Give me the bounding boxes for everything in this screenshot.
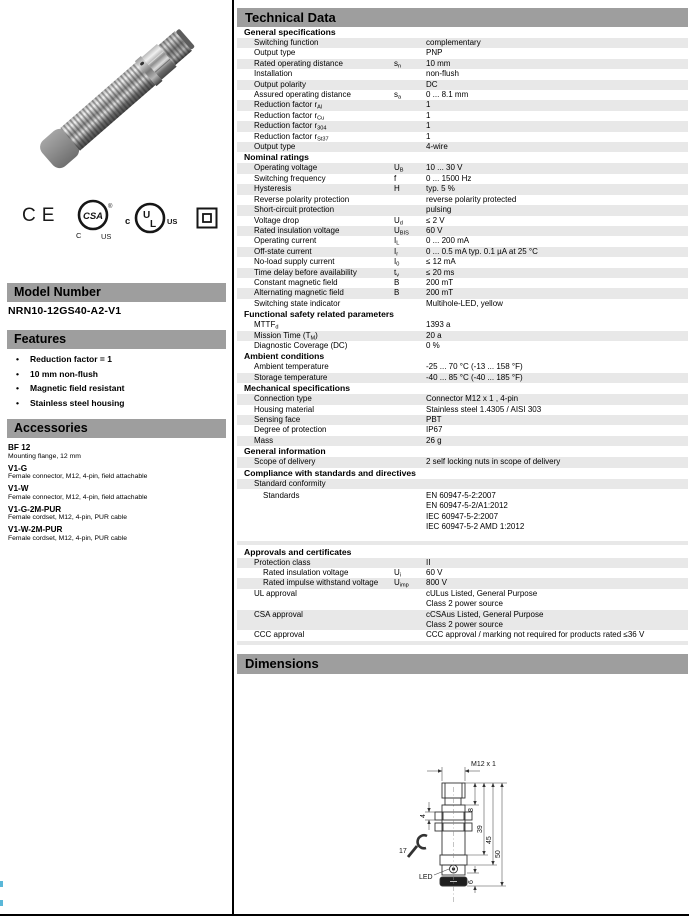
spec-row bbox=[237, 558, 688, 568]
dimension-drawing bbox=[387, 745, 559, 909]
spec-value: cCSAus Listed, General Purpose Class 2 power source bbox=[426, 609, 544, 630]
table-end-strip bbox=[237, 641, 688, 645]
spec-row bbox=[237, 48, 688, 58]
section-header: General information bbox=[244, 446, 326, 457]
spec-symbol: $I_L$ bbox=[394, 236, 400, 247]
dim-4: 4 bbox=[420, 813, 427, 818]
spec-row bbox=[237, 299, 688, 309]
spec-value: 2 self locking nuts in scope of delivery bbox=[426, 457, 561, 467]
spec-row bbox=[237, 111, 688, 121]
spec-row bbox=[237, 578, 688, 588]
spec-value: 800 V bbox=[426, 578, 447, 588]
feature-item: • Stainless steel housing bbox=[8, 396, 223, 411]
spec-row bbox=[237, 236, 688, 246]
accessory-name: V1-W bbox=[8, 484, 29, 493]
spec-symbol: $I_0$ bbox=[394, 257, 400, 268]
spec-row bbox=[237, 589, 688, 610]
spec-row bbox=[237, 415, 688, 425]
spec-symbol: $U_i$ bbox=[394, 568, 402, 579]
spec-value: 4-wire bbox=[426, 142, 448, 152]
section-header: Approvals and certificates bbox=[244, 546, 352, 557]
spec-row bbox=[237, 69, 688, 79]
ul-mark bbox=[124, 201, 180, 237]
spec-value: 1 bbox=[426, 100, 431, 110]
column-divider bbox=[232, 0, 234, 915]
spec-value: 20 a bbox=[426, 330, 442, 340]
section-header: Functional safety related parameters bbox=[244, 309, 394, 320]
spec-value: IP67 bbox=[426, 425, 443, 435]
spec-row bbox=[237, 132, 688, 142]
spec-symbol: $s_n$ bbox=[394, 58, 402, 70]
spec-value: 200 mT bbox=[426, 288, 454, 298]
svg-text:U: U bbox=[143, 210, 151, 221]
spec-value: 26 g bbox=[426, 435, 442, 445]
dim-50: 50 bbox=[495, 850, 502, 858]
spec-label: Switching function bbox=[254, 38, 319, 47]
spec-value: PNP bbox=[426, 48, 443, 58]
dimensions-heading: Dimensions bbox=[237, 654, 688, 674]
spec-row bbox=[237, 436, 688, 446]
spec-label: Mass bbox=[254, 435, 274, 445]
accessory-description: Female connector, M12, 4-pin, field attachable bbox=[8, 493, 148, 501]
spec-label: CCC approval bbox=[254, 630, 305, 640]
spec-row bbox=[237, 491, 688, 533]
spec-label: Scope of delivery bbox=[254, 457, 316, 467]
led-leader bbox=[434, 869, 449, 875]
spec-row bbox=[237, 90, 688, 100]
spec-value: typ. 5 % bbox=[426, 184, 455, 194]
spec-symbol: $U_{BIS}$ bbox=[394, 225, 409, 237]
spec-row bbox=[237, 394, 688, 404]
spec-label: Reverse polarity protection bbox=[254, 194, 350, 204]
spec-row bbox=[237, 38, 688, 48]
model-number-heading: Model Number bbox=[7, 283, 226, 302]
feature-item: • 10 mm non-flush bbox=[8, 367, 223, 382]
features-list bbox=[8, 352, 223, 410]
spec-symbol: $U_B$ bbox=[394, 163, 404, 174]
spec-row bbox=[237, 142, 688, 152]
svg-text:US: US bbox=[167, 217, 178, 226]
spec-label: Alternating magnetic field bbox=[254, 288, 344, 298]
spec-symbol: $t_v$ bbox=[394, 267, 400, 279]
spec-value: DC bbox=[426, 79, 438, 89]
spec-label: Hysteresis bbox=[254, 184, 292, 194]
spec-label: Reduction factor $r_{Al}$ bbox=[254, 100, 323, 111]
spec-value: 0 ... 1500 Hz bbox=[426, 173, 472, 183]
spec-value: 0 ... 0.5 mA typ. 0.1 µA at 25 °C bbox=[426, 246, 538, 256]
spec-value: 0 ... 8.1 mm bbox=[426, 90, 469, 100]
spec-value: 1 bbox=[426, 110, 431, 120]
tech-sections bbox=[237, 27, 688, 641]
spec-row bbox=[237, 362, 688, 372]
spec-row bbox=[237, 405, 688, 415]
spec-label: Rated insulation voltage bbox=[263, 568, 349, 578]
spec-value: 1393 a bbox=[426, 320, 451, 330]
technical-data-heading: Technical Data bbox=[237, 8, 688, 27]
svg-text:L: L bbox=[150, 219, 157, 230]
dim-6: 6 bbox=[468, 879, 475, 884]
spec-label: Output type bbox=[254, 142, 296, 152]
accessory-name: BF 12 bbox=[8, 443, 31, 452]
spec-row bbox=[237, 373, 688, 383]
spec-label: Reduction factor $r_{Cu}$ bbox=[254, 110, 325, 122]
spec-row bbox=[237, 331, 688, 341]
spec-row bbox=[237, 121, 688, 131]
spec-symbol: B bbox=[394, 288, 400, 298]
spec-value: reverse polarity protected bbox=[426, 194, 517, 204]
spec-label: Standards bbox=[263, 491, 300, 501]
spec-value: PBT bbox=[426, 415, 442, 424]
spec-label: Reduction factor $r_{304}$ bbox=[254, 121, 327, 132]
spec-row bbox=[237, 341, 688, 351]
spec-label: Standard conformity bbox=[254, 478, 326, 488]
spec-label: UL approval bbox=[254, 588, 297, 598]
spec-label: Installation bbox=[254, 69, 293, 79]
spec-row bbox=[237, 59, 688, 69]
spec-label: Rated impulse withstand voltage bbox=[263, 578, 379, 588]
spec-label: Diagnostic Coverage (DC) bbox=[254, 340, 348, 350]
spec-row bbox=[237, 80, 688, 90]
spec-value: 200 mT bbox=[426, 277, 454, 287]
spec-value: 0 ... 200 mA bbox=[426, 236, 470, 246]
spec-symbol: $U_d$ bbox=[394, 215, 403, 226]
spec-value: 1 bbox=[426, 121, 431, 131]
protection-class-ii-icon bbox=[196, 207, 218, 229]
spec-symbol: f bbox=[394, 173, 397, 183]
spec-label: Short-circuit protection bbox=[254, 205, 335, 215]
accessory-item bbox=[8, 525, 228, 543]
thread-size-label: M12 x 1 bbox=[471, 760, 496, 768]
accessory-description: Female cordset, M12, 4-pin, PUR cable bbox=[8, 534, 127, 542]
spec-label: CSA approval bbox=[254, 609, 303, 619]
spec-label: Protection class bbox=[254, 557, 311, 567]
spec-row bbox=[237, 184, 688, 194]
feature-item: • Magnetic field resistant bbox=[8, 381, 223, 396]
accessory-name: V1-W-2M-PUR bbox=[8, 525, 63, 534]
spec-label: Sensing face bbox=[254, 415, 301, 424]
section-gap bbox=[237, 533, 688, 541]
spec-label: Constant magnetic field bbox=[254, 277, 338, 287]
section-header: Compliance with standards and directives bbox=[244, 467, 416, 478]
spec-row bbox=[237, 568, 688, 578]
spec-value: complementary bbox=[426, 38, 481, 47]
svg-text:CSA: CSA bbox=[82, 211, 104, 222]
spec-label: Output polarity bbox=[254, 79, 307, 89]
product-photo bbox=[24, 12, 202, 174]
spec-value: 60 V bbox=[426, 568, 443, 578]
accessory-name: V1-G-2M-PUR bbox=[8, 504, 62, 514]
csa-mark bbox=[74, 196, 114, 242]
spec-symbol: $s_a$ bbox=[394, 90, 402, 101]
spec-row bbox=[237, 195, 688, 205]
spec-label: Mission Time $(T_M)$ bbox=[254, 330, 318, 342]
spec-row bbox=[237, 457, 688, 467]
svg-text:c: c bbox=[125, 216, 131, 227]
spec-label: Rated operating distance bbox=[254, 58, 343, 68]
spec-label: Off-state current bbox=[254, 246, 312, 256]
spec-row bbox=[237, 278, 688, 288]
spec-label: Connection type bbox=[254, 394, 312, 404]
spec-label: Time delay before availability bbox=[254, 267, 357, 277]
spec-row bbox=[237, 163, 688, 173]
spec-row bbox=[237, 288, 688, 298]
accessory-description: Female connector, M12, 4-pin, field attachable bbox=[8, 473, 148, 480]
spec-row bbox=[237, 268, 688, 278]
accessory-item bbox=[8, 505, 228, 523]
spec-label: Rated insulation voltage bbox=[254, 225, 340, 235]
spec-value: 0 % bbox=[426, 340, 440, 350]
spec-row bbox=[237, 205, 688, 215]
spec-row bbox=[237, 610, 688, 631]
accessory-item bbox=[8, 464, 228, 482]
wrench-icon bbox=[408, 835, 427, 857]
spec-row bbox=[237, 226, 688, 236]
wrench-size-label: 17 bbox=[399, 847, 407, 855]
accessory-item bbox=[8, 484, 228, 502]
spec-value: CCC approval / marking not required for products rated ≤36 V bbox=[426, 630, 645, 640]
spec-value: cULus Listed, General Purpose Class 2 power source bbox=[426, 588, 538, 609]
spec-value: non-flush bbox=[426, 69, 459, 79]
accessories-list bbox=[8, 443, 228, 546]
technical-data-column bbox=[237, 8, 688, 909]
svg-text:®: ® bbox=[108, 204, 113, 210]
spec-label: Output type bbox=[254, 48, 296, 58]
section-header: General specifications bbox=[244, 27, 336, 37]
spec-value: 60 V bbox=[426, 225, 443, 235]
spec-value: Multihole-LED, yellow bbox=[426, 298, 503, 308]
spec-value: 10 mm bbox=[426, 58, 451, 68]
accessories-heading: Accessories bbox=[7, 419, 226, 438]
spec-label: Switching frequency bbox=[254, 173, 326, 183]
svg-text:US: US bbox=[101, 232, 112, 241]
spec-value: 1 bbox=[426, 131, 431, 141]
left-column bbox=[0, 0, 232, 918]
spec-label: Reduction factor $r_{St37}$ bbox=[254, 131, 329, 143]
spec-value: II bbox=[426, 557, 431, 567]
spec-row bbox=[237, 174, 688, 184]
dim-45: 45 bbox=[486, 836, 493, 844]
spec-value: -25 ... 70 °C (-13 ... 158 °F) bbox=[426, 362, 523, 372]
dim-8: 8 bbox=[468, 807, 475, 812]
spec-label: Ambient temperature bbox=[254, 362, 329, 372]
spec-value: -40 ... 85 °C (-40 ... 185 °F) bbox=[426, 372, 523, 382]
spec-label: No-load supply current bbox=[254, 257, 335, 267]
model-number: NRN10-12GS40-A2-V1 bbox=[8, 305, 122, 317]
spec-value: 10 ... 30 V bbox=[426, 163, 463, 173]
spec-row bbox=[237, 216, 688, 226]
features-heading: Features bbox=[7, 330, 226, 349]
led-label: LED bbox=[419, 873, 433, 881]
spec-label: Degree of protection bbox=[254, 425, 327, 435]
spec-value: ≤ 2 V bbox=[426, 215, 445, 225]
spec-row bbox=[237, 247, 688, 257]
spec-value: pulsing bbox=[426, 205, 452, 215]
spec-label: Housing material bbox=[254, 404, 315, 414]
spec-label: Voltage drop bbox=[254, 215, 299, 225]
spec-label: Operating current bbox=[254, 236, 317, 246]
dimension-lines bbox=[425, 767, 507, 893]
section-header: Mechanical specifications bbox=[244, 383, 351, 394]
spec-value: Connector M12 x 1 , 4-pin bbox=[426, 394, 519, 404]
spec-label: Operating voltage bbox=[254, 163, 318, 173]
spec-symbol: H bbox=[394, 184, 400, 194]
accessory-name: V1-G bbox=[8, 463, 28, 473]
spec-row bbox=[237, 320, 688, 330]
spec-row bbox=[237, 100, 688, 110]
spec-value: Stainless steel 1.4305 / AISI 303 bbox=[426, 404, 542, 414]
section-header: Ambient conditions bbox=[244, 351, 325, 362]
spec-label: Storage temperature bbox=[254, 372, 328, 382]
section-header: Nominal ratings bbox=[244, 152, 309, 163]
spec-value: ≤ 20 ms bbox=[426, 267, 455, 277]
spec-symbol: $U_{imp}$ bbox=[394, 578, 409, 589]
accessory-item bbox=[8, 443, 228, 461]
accessory-description: Mounting flange, 12 mm bbox=[8, 452, 81, 460]
svg-text:C: C bbox=[76, 231, 82, 240]
spec-label: Assured operating distance bbox=[254, 90, 351, 100]
sensor-cylinder bbox=[36, 25, 198, 172]
spec-row bbox=[237, 479, 688, 489]
spec-label: Switching state indicator bbox=[254, 298, 341, 308]
spec-symbol: B bbox=[394, 277, 400, 287]
spec-row bbox=[237, 425, 688, 435]
spec-row bbox=[237, 630, 688, 640]
spec-value: ≤ 12 mA bbox=[426, 257, 456, 267]
certification-marks bbox=[0, 195, 232, 245]
feature-item: • Reduction factor = 1 bbox=[8, 352, 223, 367]
dim-39: 39 bbox=[477, 825, 484, 833]
spec-row bbox=[237, 257, 688, 267]
accessory-description: Female cordset, M12, 4-pin, PUR cable bbox=[8, 514, 127, 521]
spec-value: EN 60947-5-2:2007 EN 60947-5-2/A1:2012 IEC 60947-5-2:2007 IEC 60947-5-2 AMD 1:2012 bbox=[426, 491, 525, 532]
spec-symbol: $I_r$ bbox=[394, 246, 399, 258]
spec-label: $MTTF_d$ bbox=[254, 320, 279, 331]
ce-mark: CE bbox=[22, 205, 61, 226]
